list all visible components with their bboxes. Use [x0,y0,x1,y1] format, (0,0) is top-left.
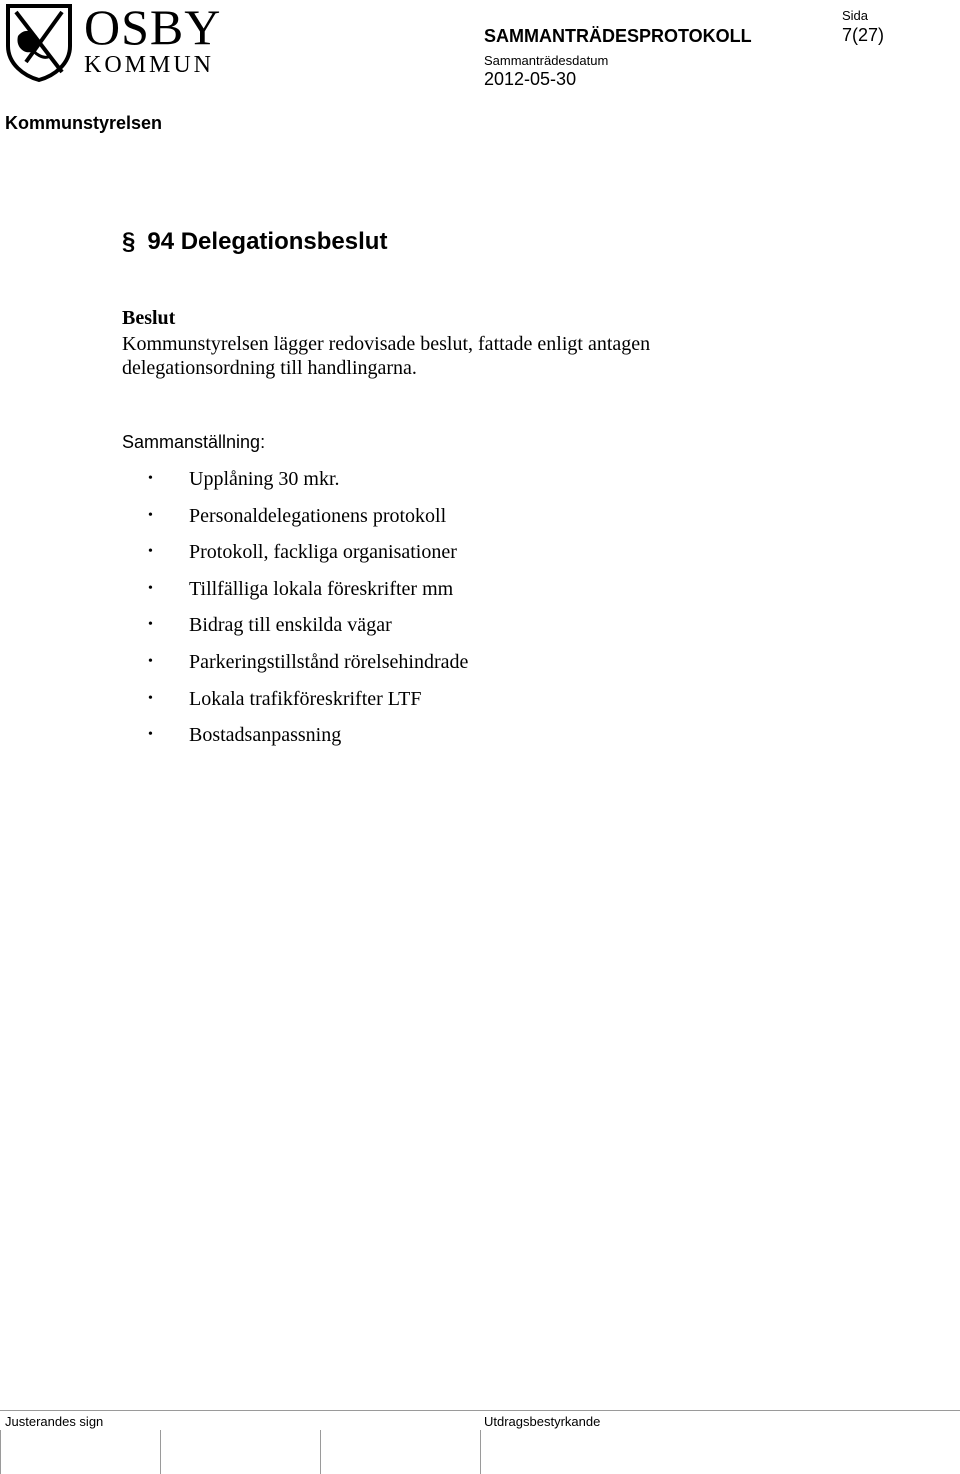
bullet-dot-icon: • [148,471,153,486]
list-item-label: Lokala trafikföreskrifter LTF [189,687,422,710]
list-item-label: Tillfälliga lokala föreskrifter mm [189,577,454,600]
page-number: 7(27) [842,25,885,45]
summary-label: Sammanställning: [122,432,266,452]
section-title: 94 Delegationsbeslut [147,228,388,255]
paragraph-symbol: § [122,228,136,255]
logo-name: OSBY [84,0,222,55]
page-label: Sida [842,8,869,23]
bullet-dot-icon: • [148,544,153,560]
list-item [148,721,468,758]
meeting-date: 2012-05-30 [484,69,577,89]
list-item [148,685,468,722]
signature-box-divider [320,1430,321,1474]
decision-label: Beslut [122,307,176,329]
footer-signature-label: Justerandes sign [5,1414,104,1429]
bullet-dot-icon: • [148,617,153,633]
summary-list [148,465,468,758]
signature-box-divider [0,1430,1,1474]
list-item [148,465,468,502]
section-heading [122,228,387,256]
bullet-dot-icon: • [148,653,153,669]
signature-box-divider [160,1430,161,1474]
list-item [148,648,468,685]
bullet-dot-icon: • [148,690,153,706]
logo-wordmark [84,2,221,76]
bullet-dot-icon: • [148,580,153,596]
coat-of-arms-icon [4,2,74,82]
list-item-label: Personaldelegationens protokoll [189,504,447,527]
bullet-dot-icon: • [148,727,153,743]
decision-text: Kommunstyrelsen lägger redovisade beslut, fattade enligt antagen delegationsordning till handlingarna. [122,333,651,379]
footer-certification-label: Utdragsbestyrkande [484,1414,601,1429]
list-item-label: Upplåning 30 mkr. [189,468,340,490]
list-item-label: Bostadsanpassning [189,724,342,747]
list-item-label: Bidrag till enskilda vägar [189,614,392,637]
signature-box-divider [480,1430,481,1474]
meeting-date-label: Sammanträdesdatum [484,53,609,68]
list-item [148,538,468,575]
list-item [148,502,468,539]
list-item [148,611,468,648]
document-type: SAMMANTRÄDESPROTOKOLL [484,26,752,46]
list-item-label: Parkeringstillstånd rörelsehindrade [189,650,469,673]
list-item-label: Protokoll, fackliga organisationer [189,541,457,564]
footer-divider [0,1410,960,1411]
bullet-dot-icon: • [148,507,153,523]
list-item [148,575,468,612]
organ-name: Kommunstyrelsen [5,113,163,133]
logo-subtitle: KOMMUN [84,52,215,78]
